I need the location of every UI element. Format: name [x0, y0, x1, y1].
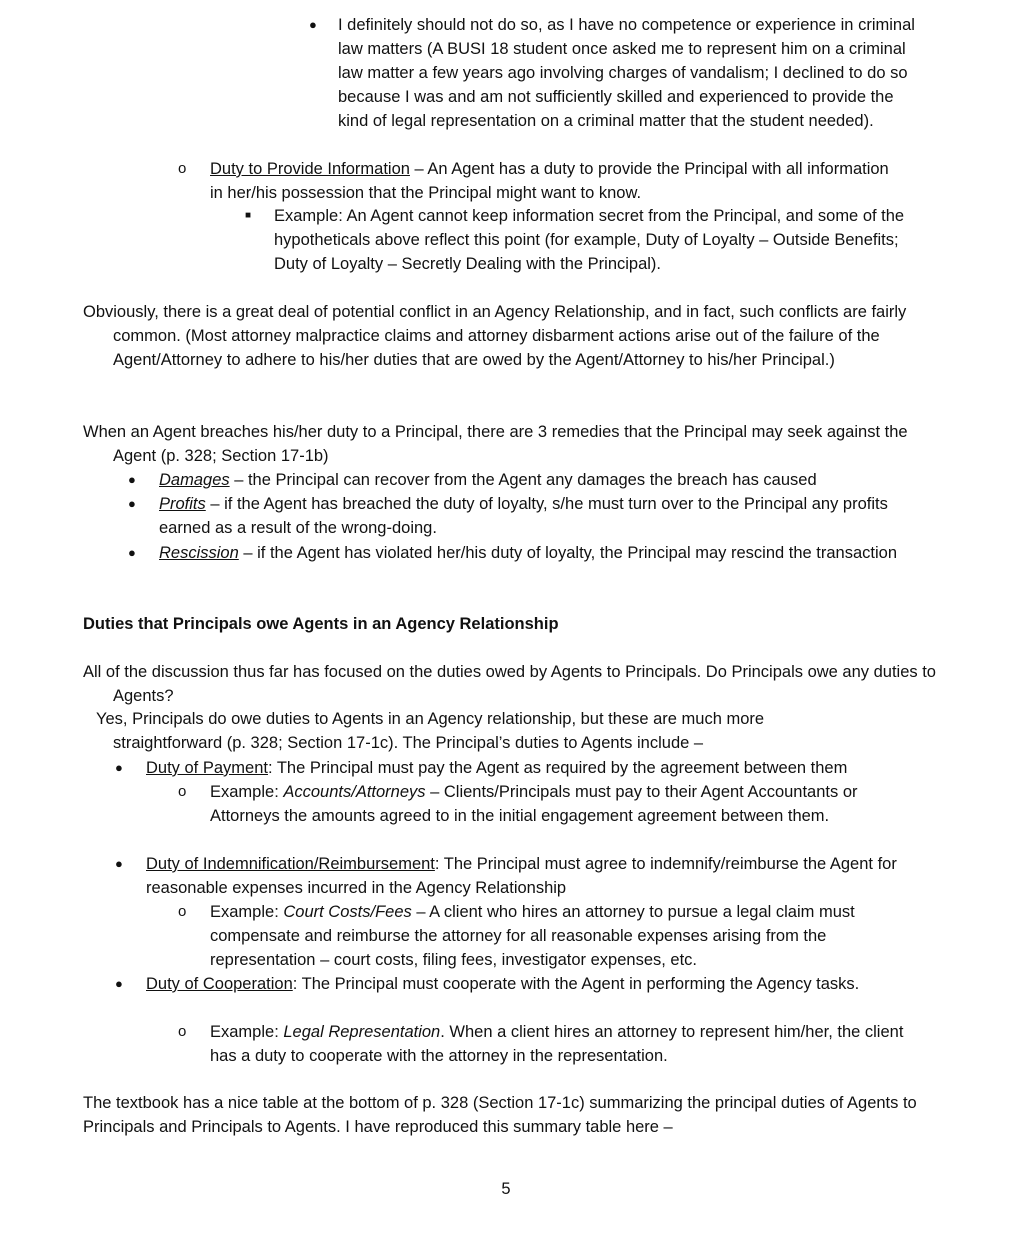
remedy-text: – if the Agent has violated her/his duty of loyalty, the Principal may rescind the transaction [238, 544, 898, 562]
duty-title: Duty of Indemnification/Reimbursement [146, 855, 435, 873]
duty-text: : The Principal must pay the Agent as required by the agreement between them [267, 759, 848, 777]
example-prefix: Example: [210, 783, 284, 801]
circle-bullet-icon: o [178, 903, 187, 920]
duty-info-example: Example: An Agent cannot keep information secret from the Principal, and some of the hypotheticals above reflect this point (for example, Duty of Loyalty – Outside Benefits; Duty of Loyalty – Secretly Dealing with the Principal). [274, 207, 905, 273]
discussion-paragraph: All of the discussion thus far has focused on the duties owed by Agents to Principals. Do Principals owe any duties to Agents? [83, 663, 936, 705]
example-text: . When a client hires an attorney to represent him/her, the client has a duty to cooperate with the attorney in the representation. [210, 1023, 904, 1065]
remedy-item [159, 541, 919, 565]
closing-paragraph: The textbook has a nice table at the bottom of p. 328 (Section 17-1c) summarizing the principal duties of Agents to Principals and Principals to Agents. I have reproduced this summary table here – [83, 1094, 917, 1136]
remedy-item [159, 468, 919, 492]
bullet-icon: ● [115, 760, 123, 775]
duty-of-indemnification [146, 852, 916, 900]
bullet-icon: ● [115, 976, 123, 991]
example-text: – Clients/Principals must pay to their Agent Accountants or Attorneys the amounts agreed to in the initial engagement agreement between them. [210, 783, 858, 825]
duty-title: Duty of Cooperation [146, 975, 293, 993]
remedy-text: – the Principal can recover from the Agent any damages the breach has caused [229, 471, 817, 489]
example-term: Accounts/Attorneys [283, 783, 426, 801]
remedy-text: – if the Agent has breached the duty of loyalty, s/he must turn over to the Principal any profits earned as a result of the wrong-doing. [159, 495, 888, 537]
duty-text: : The Principal must cooperate with the Agent in performing the Agency tasks. [292, 975, 860, 993]
section-heading: Duties that Principals owe Agents in an Agency Relationship [83, 615, 559, 633]
bullet-icon: ● [128, 472, 136, 487]
example-term: Court Costs/Fees [283, 903, 412, 921]
bullet-icon: ● [309, 17, 317, 32]
square-bullet-icon: ■ [245, 210, 252, 221]
duty-example [210, 900, 910, 972]
bullet-icon: ● [128, 496, 136, 511]
circle-bullet-icon: o [178, 783, 187, 800]
remedy-item [159, 492, 919, 540]
duty-to-provide-information [210, 157, 900, 205]
remedy-term: Damages [159, 471, 230, 489]
circle-bullet-icon: o [178, 1023, 187, 1040]
bullet-icon: ● [115, 856, 123, 871]
duty-example [210, 1020, 910, 1068]
page-number: 5 [501, 1180, 511, 1198]
duty-of-cooperation [146, 972, 886, 996]
duty-info-text: – An Agent has a duty to provide the Principal with all information in her/his possession that the Principal might want to know. [210, 160, 889, 202]
example-prefix: Example: [210, 1023, 284, 1041]
duty-of-payment [146, 756, 926, 780]
example-text: – A client who hires an attorney to pursue a legal claim must compensate and reimburse the attorney for all reasonable expenses arising from the representation – court costs, filing fees, investigator expenses, etc. [210, 903, 855, 969]
example-term: Legal Representation [283, 1023, 441, 1041]
example-prefix: Example: [210, 903, 284, 921]
circle-bullet-icon: o [178, 160, 187, 177]
bullet-icon: ● [128, 545, 136, 560]
duty-title: Duty of Payment [146, 759, 268, 777]
criminal-law-bullet-text: I definitely should not do so, as I have no competence or experience in criminal law matters (A BUSI 18 student once asked me to represent him on a criminal law matter a few years ago involving charges of vandalism; I declined to do so because I was and am not sufficiently skilled and experienced to provide the kind of legal representation on a criminal matter that the student needed). [338, 16, 915, 130]
remedy-term: Profits [159, 495, 206, 513]
duty-info-title: Duty to Provide Information [210, 160, 410, 178]
yes-paragraph: Yes, Principals do owe duties to Agents in an Agency relationship, but these are much more straightforward (p. 328; Section 17-1c). The Principal’s duties to Agents include – [96, 710, 765, 752]
remedies-intro: When an Agent breaches his/her duty to a Principal, there are 3 remedies that the Principal may seek against the Agent (p. 328; Section 17-1b) [83, 423, 908, 465]
duty-example [210, 780, 900, 828]
conflict-paragraph: Obviously, there is a great deal of potential conflict in an Agency Relationship, and in fact, such conflicts are fairly common. (Most attorney malpractice claims and attorney disbarment actions arise out of the failure of the Agent/Attorney to adhere to his/her duties that are owed by the Agent/Attorney to his/her Principal.) [83, 303, 907, 369]
duty-text: : The Principal must agree to indemnify/reimburse the Agent for reasonable expenses incurred in the Agency Relationship [146, 855, 897, 897]
remedy-term: Rescission [159, 544, 239, 562]
